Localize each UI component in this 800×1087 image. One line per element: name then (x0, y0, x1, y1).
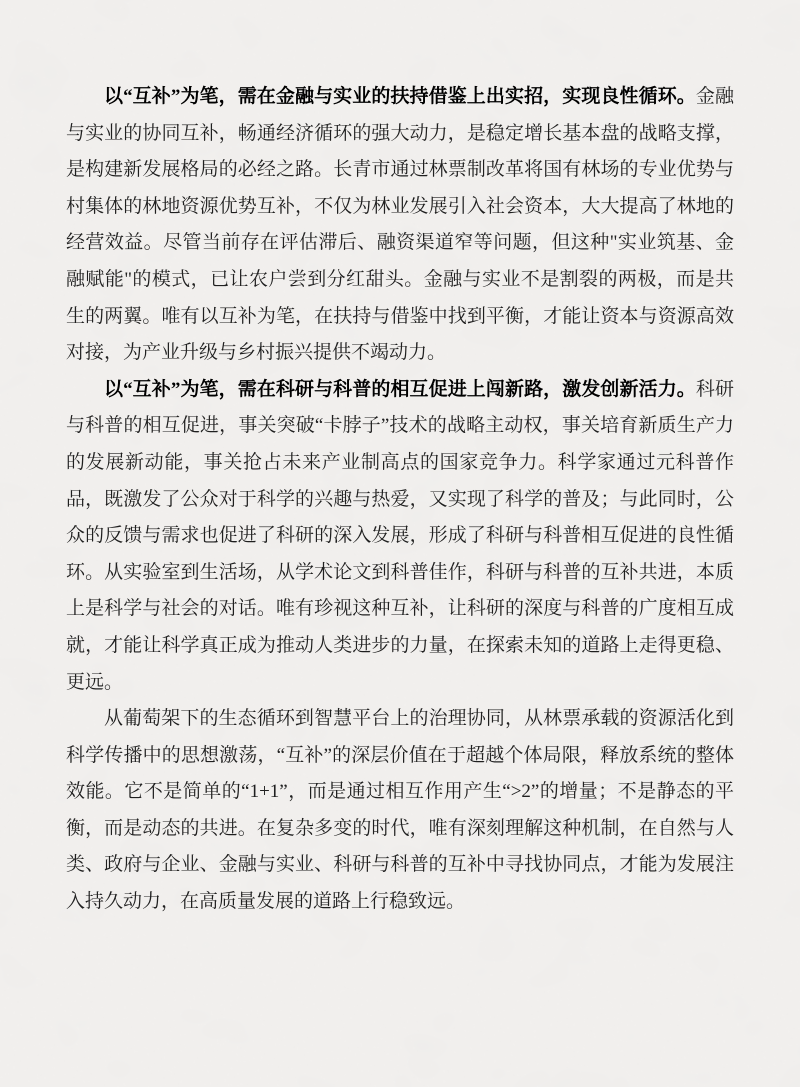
paragraph-conclusion-text: 从葡萄架下的生态循环到智慧平台上的治理协同，从林票承载的资源活化到科学传播中的思想激荡，“互补”的深层价值在于超越个体局限，释放系统的整体效能。它不是简单的“1+1”，而是通过相互作用产生“>2”的增量；不是静态的平衡，而是动态的共进。在复杂多变的时代，唯有深刻理解这种机制，在自然与人类、政府与企业、金融与实业、科研与科普的互补中寻找协同点，才能为发展注入持久动力，在高质量发展的道路上行稳致远。 (66, 708, 734, 913)
paragraph-research-outreach-text: 科研与科普的相互促进，事关突破“卡脖子”技术的战略主动权，事关培育新质生产力的发展新动能，事关抢占未来产业制高点的国家竞争力。科学家通过元科普作品，既激发了公众对于科学的兴趣与热爱，又实现了科学的普及；与此同时，公众的反馈与需求也促进了科研的深入发展，形成了科研与科普相互促进的良性循环。从实验室到生活场，从学术论文到科普佳作，科研与科普的互补共进，本质上是科学与社会的对话。唯有珍视这种互补，让科研的深度与科普的广度相互成就，才能让科学真正成为推动人类进步的力量，在探索未知的道路上走得更稳、更远。 (66, 378, 734, 693)
paragraph-conclusion (66, 701, 734, 921)
paragraph-finance-industry-lead: 以“互补”为笔，需在金融与实业的扶持借鉴上出实招，实现良性循环。 (104, 86, 696, 107)
paragraph-finance-industry-text: 金融与实业的协同互补，畅通经济循环的强大动力，是稳定增长基本盘的战略支撑，是构建新发展格局的必经之路。长青市通过林票制改革将国有林场的专业优势与村集体的林地资源优势互补，不仅为林业发展引入社会资本，大大提高了林地的经营效益。尽管当前存在评估滞后、融资渠道窄等问题，但这种"实业筑基、金融赋能"的模式，已让农户尝到分红甜头。金融与实业不是割裂的两极，而是共生的两翼。唯有以互补为笔，在扶持与借鉴中找到平衡，才能让资本与资源高效对接，为产业升级与乡村振兴提供不竭动力。 (66, 86, 734, 364)
paragraph-research-outreach-lead: 以“互补”为笔，需在科研与科普的相互促进上闯新路，激发创新活力。 (104, 378, 696, 400)
paragraph-research-outreach (66, 372, 734, 701)
paragraph-finance-industry (66, 79, 734, 372)
